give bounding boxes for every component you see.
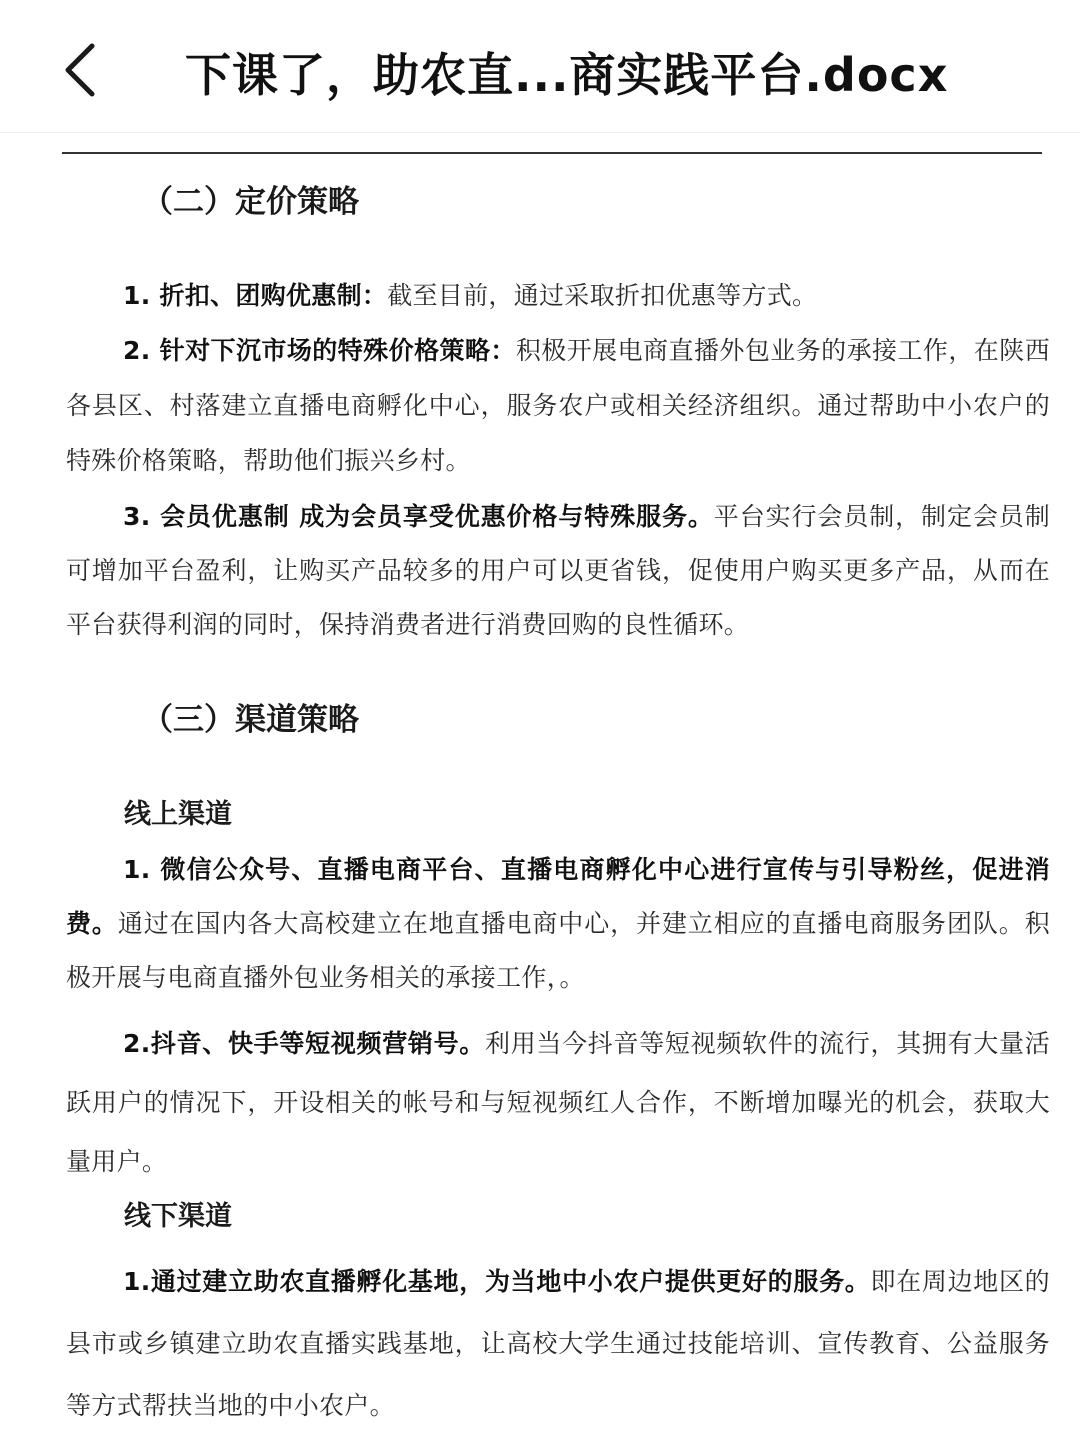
online-item-2-lead: 2.抖音、快手等短视频营销号。 xyxy=(123,1029,485,1058)
pricing-item-2 xyxy=(66,323,1050,488)
pricing-item-3-text: 平台实行会员制，制定会员制可增加平台盈利，让购买产品较多的用户可以更省钱，促使用户购买更多产品，从而在平台获得利润的同时，保持消费者进行消费回购的良性循环。 xyxy=(66,502,1050,639)
offline-channels-label: 线下渠道 xyxy=(124,1201,232,1232)
back-button[interactable] xyxy=(40,30,120,110)
pricing-item-1-text: 截至目前，通过采取折扣优惠等方式。 xyxy=(387,281,818,310)
section-heading-channels: （三）渠道策略 xyxy=(142,702,359,738)
online-item-1-lead: 1. 微信公众号、直播电商平台、直播电商孵化中心进行宣传与引导粉丝，促进消费。 xyxy=(66,855,1050,938)
online-item-1-text: 通过在国内各大高校建立在地直播电商中心，并建立相应的直播电商服务团队。积极开展与电商直播外包业务相关的承接工作，。 xyxy=(66,909,1050,992)
pricing-item-1-lead: 1. 折扣、团购优惠制： xyxy=(123,281,388,310)
pricing-item-3-lead: 3. 会员优惠制 成为会员享受优惠价格与特殊服务。 xyxy=(123,502,714,531)
offline-item-1-lead: 1.通过建立助农直播孵化基地，为当地中小农户提供更好的服务。 xyxy=(123,1267,871,1296)
online-item-2-text: 利用当今抖音等短视频软件的流行，其拥有大量活跃用户的情况下，开设相关的帐号和与短视频红人合作，不断增加曝光的机会，获取大量用户。 xyxy=(66,1029,1050,1176)
app-header xyxy=(0,0,1080,133)
pricing-item-2-text: 积极开展电商直播外包业务的承接工作，在陕西各县区、村落建立直播电商孵化中心，服务农户或相关经济组织。通过帮助中小农户的特殊价格策略，帮助他们振兴乡村。 xyxy=(66,336,1050,475)
pricing-item-3 xyxy=(66,490,1050,652)
online-channels-label: 线上渠道 xyxy=(124,799,232,830)
section-heading-pricing: （二）定价策略 xyxy=(142,184,359,220)
document-divider xyxy=(62,152,1042,154)
chevron-left-icon xyxy=(60,42,100,98)
pricing-item-1 xyxy=(66,268,1050,323)
online-item-2 xyxy=(66,1014,1050,1191)
document-title: 下课了，助农直...商实践平台.docx xyxy=(185,48,949,102)
offline-item-1-text: 即在周边地区的县市或乡镇建立助农直播实践基地，让高校大学生通过技能培训、宣传教育、公益服务等方式帮扶当地的中小农户。 xyxy=(66,1267,1050,1420)
online-item-1 xyxy=(66,843,1050,1005)
offline-item-1 xyxy=(66,1251,1050,1437)
pricing-item-2-lead: 2. 针对下沉市场的特殊价格策略： xyxy=(123,336,516,365)
